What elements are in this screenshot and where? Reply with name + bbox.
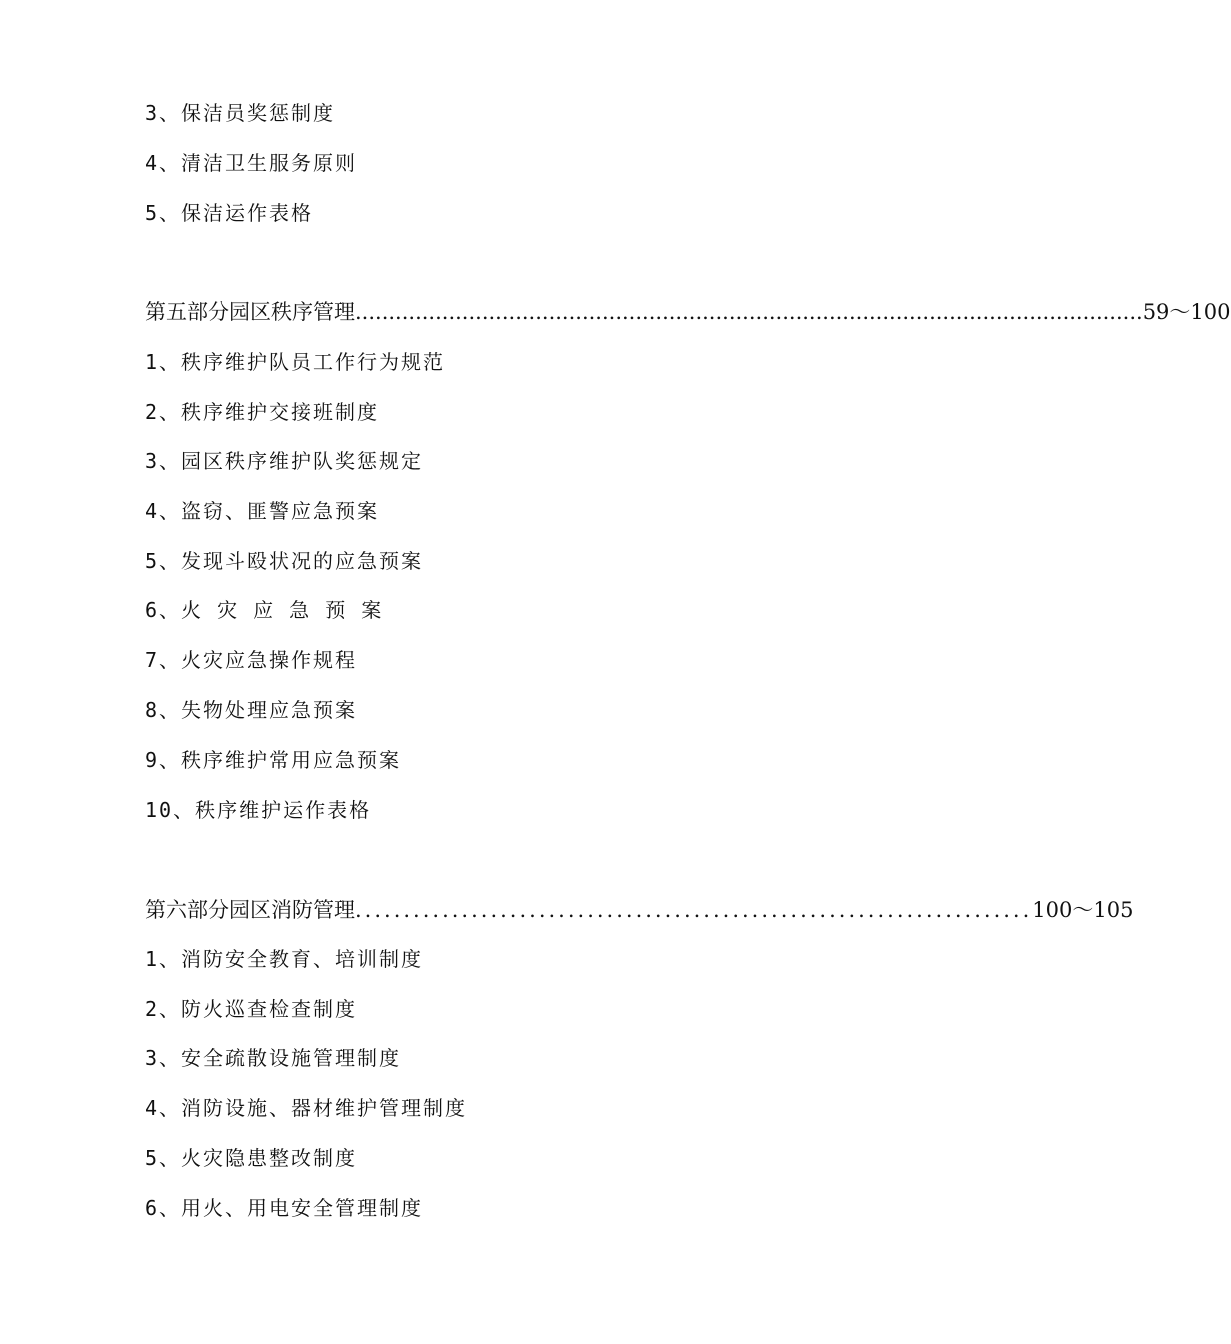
toc-item: 6、用火、用电安全管理制度 xyxy=(145,1196,424,1220)
toc-item: 5、保洁运作表格 xyxy=(145,201,314,225)
toc-item: 3、保洁员奖惩制度 xyxy=(145,101,336,125)
toc-item: 3、安全疏散设施管理制度 xyxy=(145,1046,402,1070)
dot-leader: ...................................................................... xyxy=(355,898,1033,922)
toc-item: 8、失物处理应急预案 xyxy=(145,698,358,722)
page-range: 59～100 xyxy=(1142,300,1231,324)
toc-item: 2、防火巡查检查制度 xyxy=(145,997,358,1021)
section-part-label: 第五部分 xyxy=(145,300,229,324)
toc-item: 2、秩序维护交接班制度 xyxy=(145,400,380,424)
page-range: 100～105 xyxy=(1032,898,1134,922)
toc-item: 6、火 灾 应 急 预 案 xyxy=(145,598,384,622)
section-part-label: 第六部分 xyxy=(145,898,229,922)
section-title: 园区秩序管理 xyxy=(229,300,355,324)
toc-item: 5、火灾隐患整改制度 xyxy=(145,1146,358,1170)
toc-item: 4、消防设施、器材维护管理制度 xyxy=(145,1096,468,1120)
toc-item: 3、园区秩序维护队奖惩规定 xyxy=(145,449,424,473)
toc-item: 4、清洁卫生服务原则 xyxy=(145,151,358,175)
toc-item: 5、发现斗殴状况的应急预案 xyxy=(145,549,424,573)
toc-heading-section5 xyxy=(145,298,1231,326)
toc-item: 4、盗窃、匪警应急预案 xyxy=(145,499,380,523)
toc-heading-section6 xyxy=(145,896,1134,924)
toc-item: 7、火灾应急操作规程 xyxy=(145,648,358,672)
toc-item: 1、消防安全教育、培训制度 xyxy=(145,947,424,971)
section-title: 园区消防管理 xyxy=(229,898,355,922)
dot-leader: ...................................................................................................................... xyxy=(355,300,1143,324)
toc-item: 10、秩序维护运作表格 xyxy=(145,798,372,822)
toc-item: 1、秩序维护队员工作行为规范 xyxy=(145,350,446,374)
toc-item: 9、秩序维护常用应急预案 xyxy=(145,748,402,772)
